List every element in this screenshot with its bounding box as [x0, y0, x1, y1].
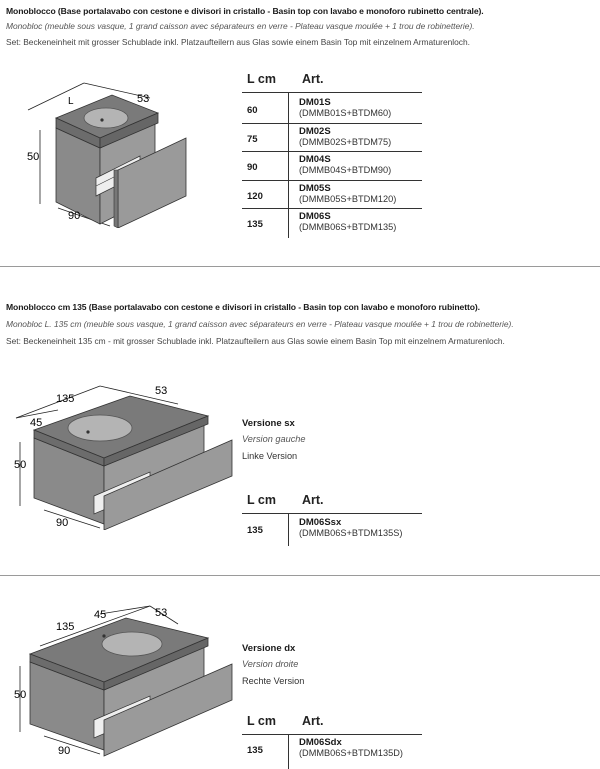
svg-text:135: 135: [56, 393, 75, 405]
vanity-drawing-sx: [0, 380, 235, 530]
table1-header-len: L cm: [247, 72, 276, 86]
svg-text:50: 50: [14, 689, 27, 701]
section-divider: [0, 266, 600, 267]
table-dx-header-len: L cm: [247, 714, 276, 728]
section1-title-fr: Monobloc (meuble sous vasque, 1 grand caisson avec séparateurs en verre - Plateau vasque moulée + 1 trou de robinetterie).: [6, 21, 475, 31]
svg-text:45: 45: [94, 609, 107, 621]
dim-width-label: 90: [68, 210, 81, 222]
section1-title-it: Monoblocco (Base portalavabo con cestone e divisori in cristallo - Basin top con lavabo e monoforo rubinetto centrale).: [6, 6, 484, 16]
version-sx-fr: Version gauche: [242, 434, 306, 444]
table-dx-header-art: Art.: [302, 714, 324, 728]
table-sx-header-len: L cm: [247, 493, 276, 507]
table-sx-header-art: Art.: [302, 493, 324, 507]
vanity-drawing-1: [0, 78, 210, 228]
svg-text:90: 90: [56, 517, 69, 529]
version-sx-title: Versione sx: [242, 418, 295, 429]
svg-text:45: 45: [30, 417, 43, 429]
version-dx-de: Rechte Version: [242, 676, 305, 686]
section-divider: [0, 575, 600, 576]
version-sx-de: Linke Version: [242, 451, 298, 461]
section2-title-it: Monoblocco cm 135 (Base portalavabo con cestone e divisori in cristallo - Basin top con lavabo e monoforo rubinetto).: [6, 302, 480, 312]
svg-text:53: 53: [155, 385, 168, 397]
section2-title-fr: Monobloc L. 135 cm (meuble sous vasque, 1 grand caisson avec séparateurs en verre - Plateau vasque moulée + 1 trou de robinetterie).: [6, 319, 514, 329]
section1-title-de: Set: Beckeneinheit mit grosser Schublade inkl. Platzaufteilern aus Glas sowie einem Basin Top mit einzelnem Armaturenloch.: [6, 37, 470, 47]
dim-l-label: L: [68, 96, 74, 107]
table1-col-rule: [288, 93, 289, 238]
vanity-drawing-dx: [0, 602, 235, 762]
version-dx-fr: Version droite: [242, 659, 299, 669]
table1-header-art: Art.: [302, 72, 324, 86]
section2-title-de: Set: Beckeneinheit 135 cm - mit grosser Schublade inkl. Platzaufteilern aus Glas sowie einem Basin Top mit einzelnem Armaturenloch.: [6, 336, 505, 346]
dim-height-label: 50: [27, 151, 40, 163]
svg-text:135: 135: [56, 621, 75, 633]
dim-depth-label: 53: [137, 93, 150, 105]
version-dx-title: Versione dx: [242, 643, 296, 654]
svg-text:53: 53: [155, 607, 168, 619]
table1-header-rule: [242, 92, 422, 93]
svg-text:50: 50: [14, 459, 27, 471]
svg-text:90: 90: [58, 745, 71, 757]
